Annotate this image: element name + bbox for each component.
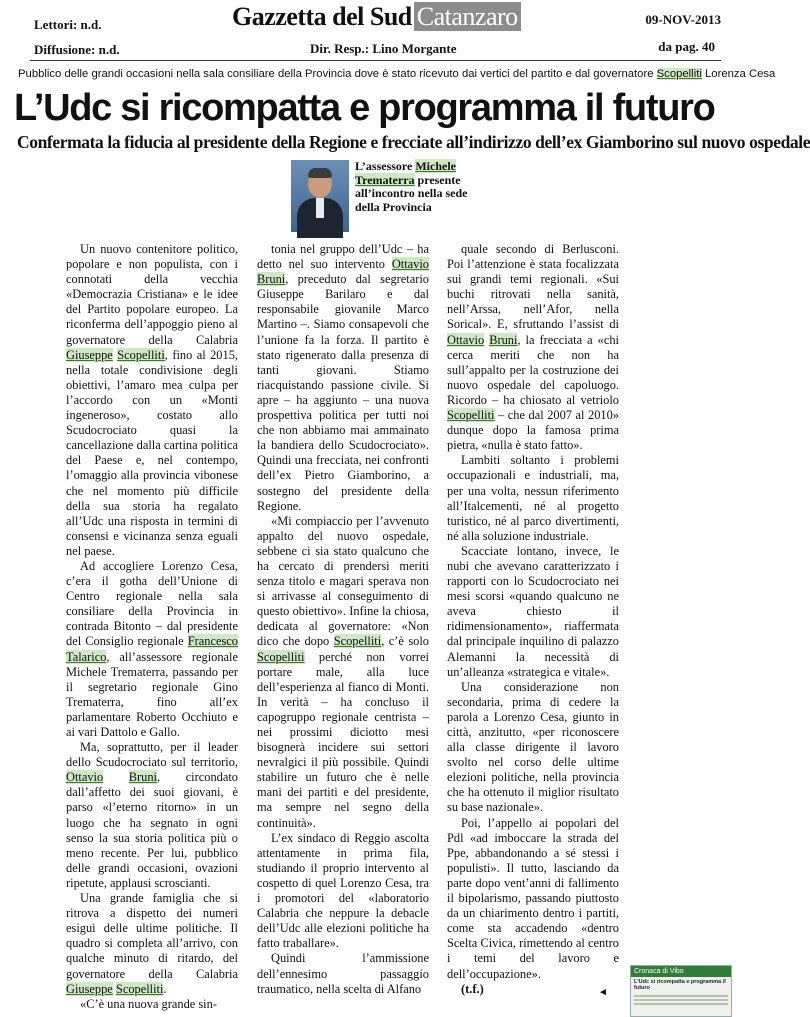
paragraph-text: , preceduto dal segretario Giuseppe Barilaro e dal responsabile giovanile Marco Martino –. Siamo consapevoli che l’unione fa la forza. Il partito è stato rigenerato dalla presenza di tanti giovani. Stiamo riacquistando passione civile. Si apre – ha aggiunto – una nuova prospettiva politica per tutti noi che non abbiamo mai ammainato la bandiera dello Scudocrociato». Quindi una frecciata, nei confronti dell’ex Pietro Giamborino, a sostegno del presidente della Regione. [257, 272, 429, 513]
article-subtitle: Confermata la fiducia al presidente della Regione e frecciate all’indirizzo dell’ex Giamborino sul nuovo ospedale [17, 132, 810, 152]
diffusione-label: Diffusione: n.d. [34, 42, 120, 57]
highlighted-name: Talarico [66, 649, 107, 664]
highlighted-name: Ottavio [447, 332, 485, 347]
paragraph-text: Ad accogliere Lorenzo Cesa, c’era il gotha dell’Unione di Centro regionale nella sala consiliare della Provincia in contrada Bitonto – dal presidente del Consiglio regionale [66, 558, 238, 649]
article-paragraph [66, 242, 238, 559]
paragraph-text: quale secondo di Berlusconi. Poi l’attenzione è stata focalizzata sui grandi temi regionali. «Sui buchi ritrovati nella sanità, nell’Arssa, nell’Afor, nella Sorical». E, sfruttando l’assist di [447, 242, 619, 332]
lettori-label: Lettori: n.d. [34, 17, 102, 32]
paragraph-text: Poi, l’appello ai popolari del Pdl «ad imboccare la strada del Ppe, abbandonando a sé stessi i populisti». Il tutto, lasciando da parte dopo vent’anni di fallimento il bipolarismo, passando piuttosto da un chiarimento dentro i partiti, come sta accadendo «dentro Scelta Civica, rimettendo al centro i temi del lavoro e dell’occupazione». [447, 815, 619, 981]
author-signature: (t.f.) [461, 981, 484, 996]
thumbnail-text-line [634, 999, 728, 1001]
page-reference: da pag. 40 [658, 39, 715, 54]
photo-hair [308, 168, 332, 178]
editor-line: Dir. Resp.: Lino Morgante [310, 41, 457, 56]
paragraph-text: tonia nel gruppo dell’Udc – ha detto nel suo intervento [257, 242, 429, 272]
paragraph-text: Lambiti soltanto i problemi occupazionali e industriali, ma, per una volta, nessun riferimento all’Italcementi, né al progetto turistico, né al parco divertimenti, né alla soluzione industriale. [447, 453, 619, 543]
paragraph-text: , circondato dall’affetto dei suoi giovani, è parso «l’eterno ritorno» in un luogo che ha segnato in ogni senso la sua storia politica più o meno recente. Per lui, pubblico delle grandi occasioni, ovazioni ripetute, applausi scroscianti. [66, 770, 238, 890]
highlighted-name: Scopelliti [117, 347, 165, 362]
article-column-2 [257, 242, 429, 997]
highlighted-name: Scopelliti [447, 408, 495, 423]
paragraph-text: , fino al 2015, nella totale condivisione degli obiettivi, l’amaro mea culpa per l’accordo con un «Monti ingeneroso», costato allo Scudocrociato quasi la cancellazione dalla cartina politica del Paese e, nel contempo, l’omaggio alla provincia vibonese che nel momento più difficile della sua storia ha regalato all’Udc una risposta in termini di consensi e vicinanza senza eguali nel paese. [66, 347, 238, 558]
paragraph-text: «Mi compiaccio per l’avvenuto appalto del nuovo ospedale, sebbene ci sia stato qualcuno che ha cercato di prendersi meriti senza titolo e magari sperava non si arrivasse al conseguimento di questo obiettivo». Infine la chiosa, dedicata al governatore: «Non dico che dopo [257, 513, 429, 649]
article-paragraph [257, 514, 429, 831]
portrait-photo [291, 160, 349, 232]
article-paragraph [257, 951, 429, 996]
article-title: L’Udc si ricompatta e programma il futuro [14, 87, 715, 129]
edition-name: Catanzaro [414, 2, 521, 31]
paragraph-text: L’ex sindaco di Reggio ascolta attentamente in prima fila, studiando il proprio intervento al cospetto di quel Lorenzo Cesa, tra i promotori del «laboratorio Calabria che neppure la debacle dell’Udc alle elezioni politiche ha fatto traballare». [257, 830, 429, 951]
article-paragraph [447, 242, 619, 453]
reader-count [34, 12, 120, 62]
thumbnail-headline: L'Udc si ricompatta e programma il futuro [634, 979, 726, 991]
thumbnail-section: Cronaca di Vibo [631, 966, 731, 977]
highlighted-name: Ottavio [391, 257, 429, 272]
article-column-3 [447, 242, 619, 997]
thumbnail-text-line [634, 1003, 728, 1005]
paragraph-text: Una considerazione non secondaria, prima di cedere la parola a Lorenzo Cesa, giunto in città, anzitutto, «per riconoscere alla classe dirigente il lavoro svolto nel corso delle ultime elezioni politiche, nella provincia che ha ottenuto il miglior risultato su base nazionale». [447, 679, 619, 815]
highlighted-name: Bruni [128, 770, 157, 785]
highlighted-name: Francesco [187, 634, 238, 649]
kicker-text: Pubblico delle grandi occasioni nella sala consiliare della Provincia dove è stato ricevuto dai vertici del partito e dal governatore [18, 68, 657, 80]
photo-shirt [316, 198, 324, 218]
highlighted-name: Ottavio [66, 770, 104, 785]
article-paragraph [447, 680, 619, 816]
end-marker-icon: ◄ [598, 987, 608, 998]
article-paragraph [66, 740, 238, 891]
paragraph-text [103, 770, 129, 784]
article-kicker [18, 68, 776, 80]
article-paragraph [447, 816, 619, 982]
kicker-highlight: Scopelliti [656, 68, 702, 80]
highlighted-name: Giuseppe [66, 347, 113, 362]
caption-text: presente all’incontro nella sede della Provincia [355, 172, 468, 214]
header-divider [30, 60, 721, 61]
highlighted-name: Bruni [489, 332, 518, 347]
publication-date: 09-NOV-2013 [645, 12, 721, 27]
page-thumbnail [630, 965, 732, 1017]
paragraph-text: , all’assessore regionale Michele Trematerra, passando per il segretario regionale Gino Trematerra, fino all’ex parlamentare Roberto Occhiuto e ai vari Dattolo e Gallo. [66, 649, 238, 739]
paragraph-text: , la frecciata a «chi cerca meriti che non ha sull’appalto per la costruzione dei nuovo ospedale del capoluogo. Ricordo – ha chiosato al vetriolo [447, 332, 619, 407]
caption-text: L’assessore [355, 159, 416, 173]
paragraph-text: Ma, soprattutto, per il leader dello Scudocrociato sul territorio, [66, 740, 238, 770]
kicker-tail: Lorenza Cesa [701, 68, 776, 80]
paragraph-text: perché non vorrei portare male, alla luce dell’esperienza al fianco di Monti. In verità – ha concluso il capogruppo regionale centrista – nei prossimi diciotto mesi bisognerà incidere sui settori nevralgici il più possibile. Quindi stabilire un futuro che è nelle mani dei partiti e del presidente, ma sempre nel segno della continuità». [257, 649, 429, 830]
paragraph-text: Una grande famiglia che si ritrova a dispetto dei numeri esigui delle ultime politiche. Il quadro si completa all’arrivo, con qualche minuto di ritardo, del governatore della Calabria [66, 891, 238, 981]
paragraph-text: – che dal 2007 al 2010» dunque dopo la famosa prima pietra, «nulla è stato fatto». [447, 408, 619, 453]
masthead [232, 2, 521, 32]
highlighted-name: Scopelliti [257, 649, 305, 664]
photo-caption [355, 160, 480, 214]
article-column-1 [66, 242, 238, 1012]
article-paragraph [257, 242, 429, 514]
paragraph-text: . [163, 981, 167, 996]
highlighted-name: Bruni [257, 272, 286, 287]
highlighted-name: Scopelliti [333, 634, 382, 649]
paragraph-text: «C’è una nuova grande sin- [80, 996, 217, 1011]
article-paragraph [66, 997, 238, 1012]
paragraph-text: Quindi l’ammissione dell’ennesimo passaggio traumatico, nella scelta di Alfano [257, 951, 429, 996]
highlighted-name: Giuseppe [66, 981, 113, 996]
article-paragraph [447, 544, 619, 680]
article-paragraph [257, 831, 429, 952]
newspaper-name: Gazzetta del Sud [232, 2, 412, 31]
paragraph-text: Un nuovo contenitore politico, popolare e non populista, con i connotati della vecchia «Democrazia Cristiana» e le idee del Partito popolare europeo. La riconferma dell’appoggio pieno al governatore della Calabria [66, 242, 238, 347]
thumbnail-text-line [634, 995, 728, 997]
highlighted-name: Scopelliti [115, 981, 164, 996]
article-paragraph [66, 891, 238, 997]
article-paragraph [447, 453, 619, 544]
paragraph-text: , c’è solo [381, 634, 430, 649]
paragraph-text: Scacciate lontano, invece, le nubi che avevano caratterizzato i rapporti con lo Scudocrociato nei mesi scorsi «quando qualcuno ne aveva chiesto il ridimensionamento», riaffermata dal principale inquilino di palazzo Alemanni la necessità di un’alleanza «strategica e vitale». [447, 543, 619, 679]
caption-highlight: Trematerra [355, 172, 415, 187]
caption-highlight: Michele [415, 159, 456, 173]
article-paragraph [66, 559, 238, 740]
